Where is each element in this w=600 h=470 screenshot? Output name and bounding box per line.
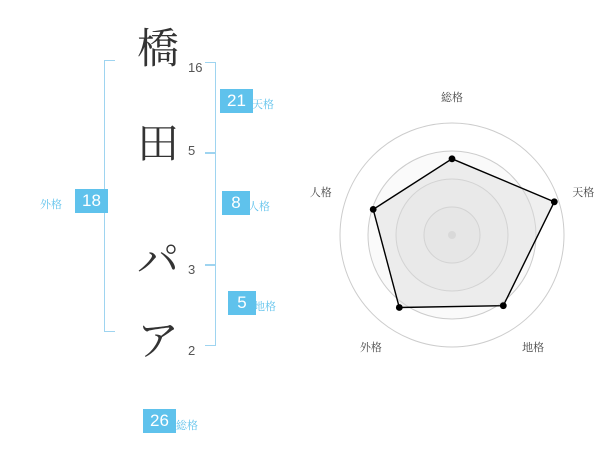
radar-axis-label-jinkaku: 人格 xyxy=(309,186,332,200)
tenkaku-label: 天格 xyxy=(252,98,274,111)
chikaku-label: 地格 xyxy=(254,300,276,313)
tenkaku-bracket xyxy=(205,62,216,154)
name-character-3: パ xyxy=(136,236,179,285)
radar-axis-label-gaikaku: 外格 xyxy=(359,340,382,354)
name-character-1: 橋 xyxy=(136,24,179,73)
stroke-count-3: 3 xyxy=(188,262,196,277)
radar-chart-svg xyxy=(305,95,600,385)
soukaku-label: 総格 xyxy=(176,419,198,432)
tenkaku-value-badge: 21 xyxy=(220,89,253,113)
jinkaku-bracket xyxy=(205,152,216,266)
jinkaku-label: 人格 xyxy=(248,200,270,213)
radar-axis-label-tenkaku: 天格 xyxy=(572,186,595,200)
gaikaku-value-badge: 18 xyxy=(75,189,108,213)
radar-axis-label-chikaku: 地格 xyxy=(522,340,545,354)
soukaku-value-badge: 26 xyxy=(143,409,176,433)
stroke-count-1: 16 xyxy=(188,60,203,75)
stroke-count-4: 2 xyxy=(188,343,196,358)
gaikaku-label: 外格 xyxy=(40,198,62,211)
radar-axis-label-soukaku: 総格 xyxy=(441,91,463,104)
jinkaku-value-badge: 8 xyxy=(222,191,250,215)
name-character-2: 田 xyxy=(136,119,179,168)
stroke-count-2: 5 xyxy=(188,143,196,158)
name-character-4: ア xyxy=(136,316,179,365)
kakusu-radar-chart xyxy=(305,91,600,385)
chikaku-bracket xyxy=(205,264,216,346)
chikaku-value-badge: 5 xyxy=(228,291,256,315)
